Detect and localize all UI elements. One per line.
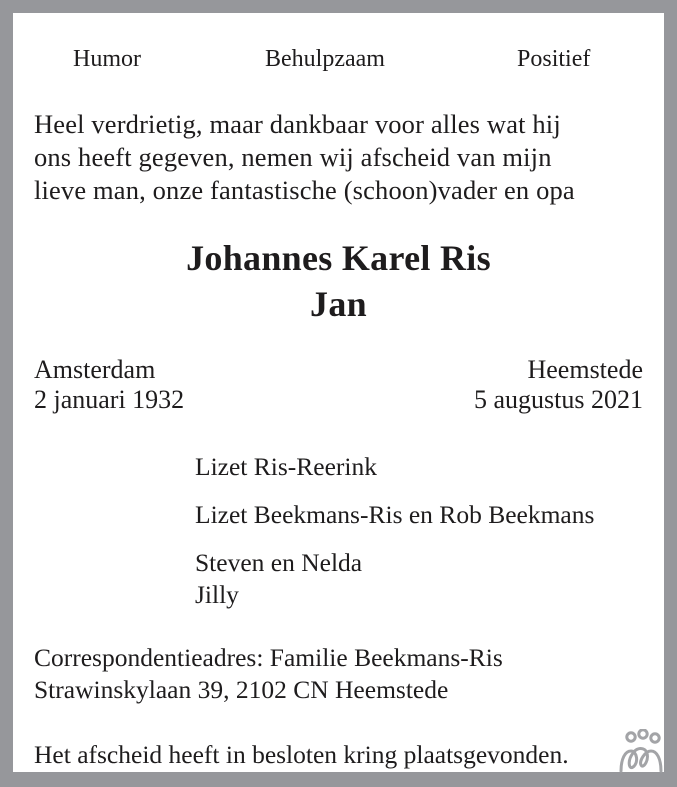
family-member: Jilly: [195, 580, 239, 609]
trait-positief: Positief: [517, 46, 591, 72]
birth-info: [34, 355, 184, 415]
intro-line: ons heeft gegeven, nemen wij afscheid van mijn: [34, 142, 552, 172]
correspondence-address: [34, 642, 503, 706]
intro-line: Heel verdrietig, maar dankbaar voor alles wat hij: [34, 109, 561, 139]
deceased-name-block: [13, 235, 664, 327]
birth-place: Amsterdam: [34, 355, 156, 384]
family-people-icon: [617, 729, 665, 775]
deceased-full-name: Johannes Karel Ris: [186, 238, 491, 278]
birth-date: 2 januari 1932: [34, 385, 185, 414]
trait-humor: Humor: [73, 46, 141, 72]
closing-statement: Het afscheid heeft in besloten kring plaatsgevonden.: [34, 740, 569, 769]
family-group: [195, 547, 594, 611]
obituary-card: [13, 13, 664, 772]
correspondence-line: Correspondentieadres: Familie Beekmans-Ris: [34, 643, 503, 672]
death-info: [474, 355, 643, 415]
family-member: Lizet Ris-Reerink: [195, 452, 377, 481]
traits-row: [13, 44, 664, 74]
family-member: Lizet Beekmans-Ris en Rob Beekmans: [195, 500, 595, 529]
family-member: Steven en Nelda: [195, 548, 363, 577]
deceased-nickname: Jan: [310, 284, 367, 324]
intro-paragraph: [34, 108, 575, 207]
family-list: [195, 451, 594, 627]
trait-behulpzaam: Behulpzaam: [265, 46, 385, 72]
family-group: [195, 451, 594, 483]
correspondence-line: Strawinskylaan 39, 2102 CN Heemstede: [34, 675, 449, 704]
death-date: 5 augustus 2021: [474, 385, 643, 414]
intro-line: lieve man, onze fantastische (schoon)vader en opa: [34, 175, 575, 205]
family-group: [195, 499, 594, 531]
death-place: Heemstede: [527, 355, 643, 384]
